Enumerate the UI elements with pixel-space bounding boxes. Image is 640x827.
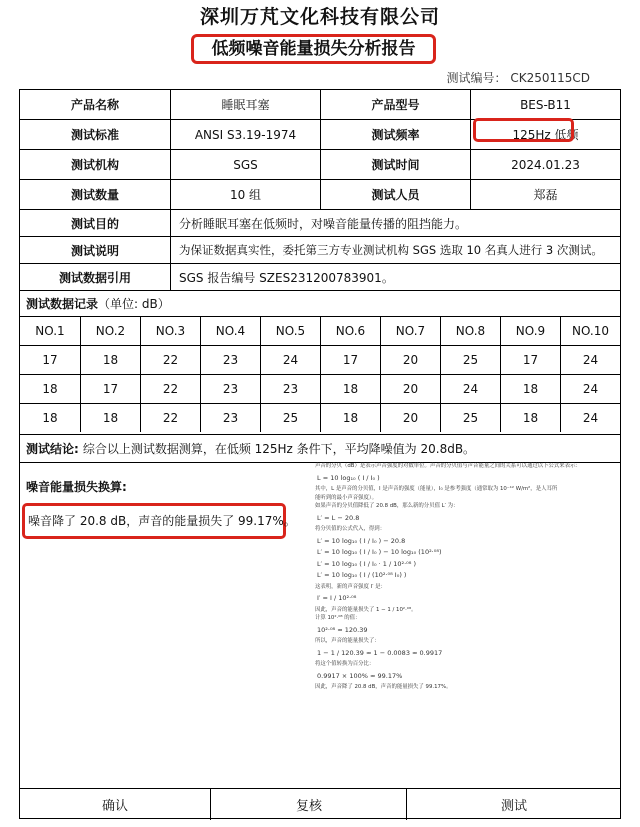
conclusion-row	[20, 434, 620, 463]
conclusion	[20, 434, 620, 462]
info-value: 2024.01.23	[470, 150, 620, 179]
record-value-cell: 18	[320, 403, 380, 432]
record-value-cell: 24	[560, 374, 620, 403]
derivation-step: 这表明，新的声音强度 I′ 是：	[315, 583, 386, 590]
note-label: 测试说明	[70, 243, 119, 258]
conversion-result: 噪音降了 20.8 dB，声音的能量损失了 99.17%。	[28, 514, 296, 528]
record-value-cell: 24	[560, 403, 620, 432]
record-value-cell: 25	[440, 345, 500, 374]
record-value-cell: 23	[260, 374, 320, 403]
record-header-cell: NO.9	[500, 317, 560, 345]
info-value: 郑磊	[470, 180, 620, 209]
record-header-cell: NO.5	[260, 317, 320, 345]
purpose-label: 测试目的	[70, 216, 119, 231]
info-value: SGS	[170, 150, 320, 179]
conclusion-text: 综合以上测试数据测算，在低频 125Hz 条件下，平均降噪值为 20.8dB。	[82, 441, 476, 456]
derivation-step: L′ = 10 log₁₀ ( I / (10²·⁰⁸ I₀) )	[317, 571, 407, 579]
record-value-cell: 18	[500, 403, 560, 432]
record-value-cell: 23	[200, 403, 260, 432]
report-title: 低频噪音能量损失分析报告	[191, 34, 436, 64]
derivation-step: L′ = 10 log₁₀ ( I / I₀ ) − 20.8	[317, 536, 406, 545]
note-row	[20, 237, 620, 264]
info-label: 测试数量	[70, 188, 119, 202]
record-value-cell: 22	[140, 403, 200, 432]
records-title-row	[20, 291, 620, 315]
info-value: 10 组	[170, 180, 320, 209]
record-value-cell: 17	[20, 345, 80, 374]
record-header-cell: NO.4	[200, 317, 260, 345]
info-label: 测试标准	[70, 128, 119, 142]
derivation-step: L′ = L − 20.8	[317, 513, 360, 522]
derivation-step: 如果声音的分贝值降低了 20.8 dB，那么新的分贝值 L′ 为：	[315, 503, 459, 509]
record-header-cell: NO.7	[380, 317, 440, 345]
note-value: 为保证数据真实性，委托第三方专业测试机构 SGS 选取 10 名真人进行 3 次测试。	[170, 237, 620, 263]
report-table	[19, 89, 621, 819]
record-header-cell: NO.10	[560, 317, 620, 345]
info-label: 产品型号	[320, 90, 470, 119]
derivation-step: 0.9917 × 100% ≈ 99.17%	[317, 671, 403, 680]
record-value-cell: 18	[320, 374, 380, 403]
test-number: 测试编号： CK250115CD	[446, 71, 590, 85]
record-header-cell: NO.1	[35, 324, 65, 338]
record-value-cell: 18	[80, 403, 140, 432]
ref-label: 测试数据引用	[58, 270, 131, 285]
info-row	[20, 90, 620, 120]
derivation-step: L′ = 10 log₁₀ ( I / I₀ · 1 / 10²·⁰⁸ )	[317, 559, 416, 568]
info-value: 125Hz 低频	[470, 120, 620, 149]
info-label: 产品名称	[70, 98, 119, 112]
record-value-cell: 17	[80, 374, 140, 403]
test-cell: 测试	[406, 789, 621, 820]
ref-value: SGS 报告编号 SZES231200783901。	[170, 264, 620, 290]
record-header-cell: NO.6	[320, 317, 380, 345]
record-header-cell: NO.2	[80, 317, 140, 345]
record-value-cell: 24	[440, 374, 500, 403]
record-header-cell: NO.8	[440, 317, 500, 345]
record-value-cell: 25	[260, 403, 320, 432]
record-value-cell: 23	[200, 345, 260, 374]
derivation-step: L′ = 10 log₁₀ ( I / I₀ ) − 10 log₁₀ (10²·⁰⁸)	[317, 548, 442, 556]
company-name: 深圳万芃文化科技有限公司	[199, 6, 440, 28]
record-value-cell: 20	[380, 374, 440, 403]
record-value-cell: 17	[500, 345, 560, 374]
derivation-step: 计算 10²·⁰⁸ 的值：	[315, 615, 361, 621]
records-title-text: 测试数据记录	[26, 296, 99, 311]
records-unit: （单位: dB）	[98, 296, 170, 311]
record-value-cell: 22	[140, 374, 200, 403]
conclusion-label: 测试结论:	[26, 441, 79, 456]
record-value-cell: 25	[440, 403, 500, 432]
derivation-text	[315, 462, 605, 693]
derivation-step: 将这个值转换为百分比：	[315, 661, 375, 667]
info-label: 测试时间	[320, 150, 470, 179]
derivation-step: 声音的分贝（dB）是表示声音强度的对数单位。声音的分贝值与声音能量之间的关系可以通过以下公式来表示：	[315, 463, 581, 469]
records-title	[20, 291, 320, 315]
info-value: BES-B11	[470, 90, 620, 119]
conversion-title: 噪音能量损失换算:	[26, 480, 127, 494]
review-cell: 复核	[210, 789, 407, 820]
record-value-cell: 24	[560, 345, 620, 374]
record-value-cell: 17	[320, 345, 380, 374]
derivation-step: 能听到的最小声音强度）。	[315, 494, 377, 501]
derivation-step: 所以，声音的能量损失了：	[315, 638, 380, 644]
record-value-cell: 22	[140, 345, 200, 374]
derivation-step: 10²·⁰⁸ ≈ 120.39	[317, 625, 368, 634]
info-row	[20, 180, 620, 210]
derivation-step: L = 10 log₁₀ ( I / I₀ )	[317, 473, 380, 482]
record-value-cell: 20	[380, 403, 440, 432]
record-header-cell: NO.3	[140, 317, 200, 345]
derivation-step: 因此，声音降了 20.8 dB，声音的能量损失了 99.17%。	[315, 684, 452, 690]
record-value-cell: 18	[20, 403, 80, 432]
footer-row	[20, 788, 620, 820]
derivation-step: 将分贝值的公式代入，得到：	[315, 526, 386, 532]
record-value-cell: 18	[500, 374, 560, 403]
record-value-cell: 23	[200, 374, 260, 403]
records-grid	[20, 316, 620, 435]
derivation-step: 其中，L 是声音的分贝值，I 是声音的强度（能量），I₀ 是参考强度（通常取为 10⁻¹² W/m²，是人耳所	[315, 486, 558, 492]
info-label: 测试频率	[320, 120, 470, 149]
derivation-step: 因此，声音的能量损失了 1 − 1 / 10²·⁰⁸。	[315, 606, 417, 613]
derivation-step: I′ = I / 10²·⁰⁸	[317, 594, 357, 602]
record-value-cell: 20	[380, 345, 440, 374]
ref-row	[20, 264, 620, 291]
frequency-highlight	[473, 118, 574, 142]
info-label: 测试机构	[70, 158, 119, 172]
info-label: 测试人员	[320, 180, 470, 209]
derivation-step: 1 − 1 / 120.39 ≈ 1 − 0.0083 ≈ 0.9917	[317, 648, 443, 657]
record-value-cell: 18	[20, 374, 80, 403]
record-value-cell: 18	[80, 345, 140, 374]
info-value: 睡眠耳塞	[170, 90, 320, 119]
purpose-row	[20, 210, 620, 237]
purpose-value: 分析睡眠耳塞在低频时，对噪音能量传播的阻挡能力。	[170, 210, 620, 236]
info-value: ANSI S3.19-1974	[170, 120, 320, 149]
record-value-cell: 24	[260, 345, 320, 374]
confirm-cell: 确认	[101, 799, 128, 814]
info-row	[20, 150, 620, 180]
